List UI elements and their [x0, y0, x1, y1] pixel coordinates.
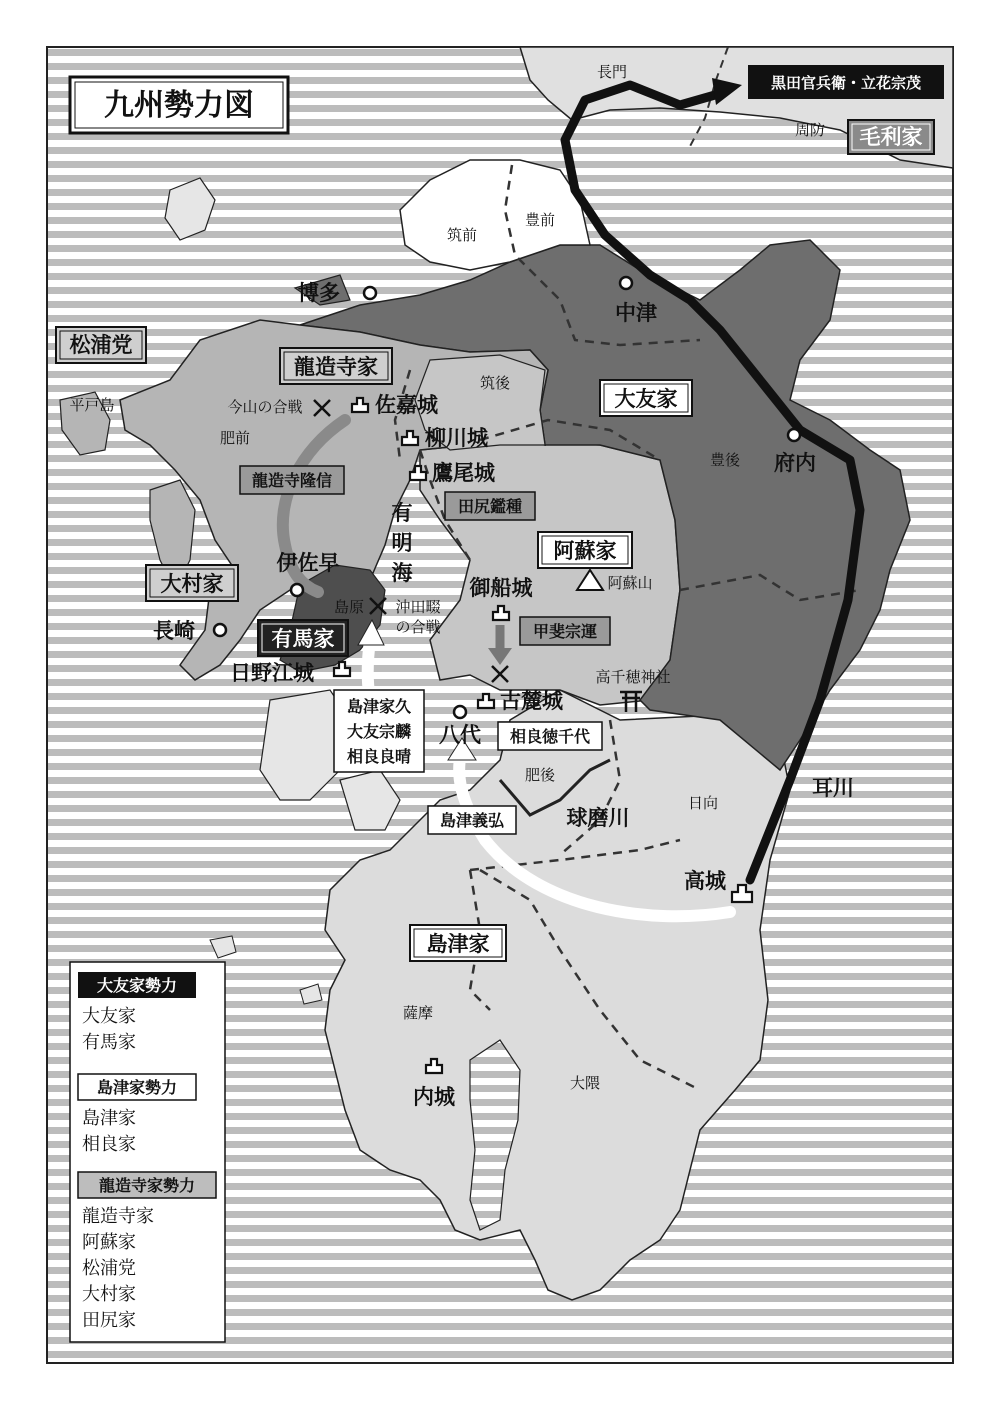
person-takanobu: 龍造寺隆信: [251, 471, 333, 490]
place-yanagawa: 柳川城: [425, 426, 488, 450]
province-chikuzen: 筑前: [446, 226, 478, 244]
place-hinoe: 日野江城: [230, 661, 314, 685]
place-hiradojima: 平戸島: [69, 396, 115, 414]
place-asosan: 阿蘇山: [607, 574, 653, 592]
legend-item: 有馬家: [82, 1032, 136, 1053]
label-kuroda: 黒田官兵衛・立花宗茂: [770, 74, 922, 92]
person-box-shimazu-army: [334, 690, 424, 772]
place-mifune: 御船城: [469, 576, 533, 600]
legend: [70, 962, 225, 1342]
clan-box-aso: [538, 532, 632, 568]
legend-item: 龍造寺家: [82, 1206, 154, 1227]
province-bungo: 豊後: [709, 451, 741, 469]
legend-item: 島津家: [82, 1108, 136, 1129]
legend-heading-ryuzoji: 龍造寺家勢力: [98, 1176, 196, 1195]
clan-label-ryuzoji: 龍造寺家: [294, 355, 378, 379]
legend-item: 大友家: [82, 1006, 136, 1027]
province-hyuga: 日向: [687, 794, 719, 812]
page-title: 九州勢力図: [104, 88, 254, 123]
person-kai: 甲斐宗運: [532, 622, 598, 641]
kuroda-box: [748, 65, 944, 99]
clan-box-arima: [258, 620, 348, 656]
place-takachiho: 高千穂神社: [595, 668, 671, 686]
ariake-sea-char: 明: [391, 531, 413, 555]
place-nakatsu: 中津: [615, 301, 657, 325]
person-yoshiharu: 相良良晴: [346, 747, 412, 766]
clan-box-otomo: [600, 380, 692, 416]
place-hakata: 博多: [298, 281, 340, 305]
person-box-kai: [520, 617, 610, 645]
person-box-tajiri: [445, 492, 535, 520]
mori-box: [848, 120, 934, 154]
place-takajo: 高城: [684, 869, 726, 893]
clan-box-matsura: [56, 327, 146, 363]
place-uchijo: 内城: [413, 1085, 455, 1109]
clan-label-omura: 大村家: [160, 572, 224, 596]
person-sagara-tokuchiyo: 相良徳千代: [509, 727, 591, 746]
place-funai: 府内: [774, 451, 816, 475]
place-mimikawa: 耳川: [812, 776, 854, 800]
battle-okitanawate-1: 沖田畷: [395, 598, 441, 616]
place-kumagawa: 球磨川: [566, 806, 630, 830]
place-isahaya: 伊佐早: [276, 551, 340, 575]
legend-item: 田尻家: [82, 1310, 136, 1331]
ariake-sea-char: 有: [391, 501, 413, 525]
title-box: [70, 77, 288, 133]
label-suo: 周防: [794, 121, 826, 139]
place-nagasaki: 長崎: [153, 619, 195, 643]
clan-label-shimazu: 島津家: [426, 932, 490, 956]
label-mori: 毛利家: [859, 125, 923, 149]
person-box-yoshihiro: [428, 806, 516, 834]
place-shimabara: 島原: [333, 598, 365, 616]
province-osumi: 大隈: [569, 1074, 601, 1092]
ariake-sea-label: [392, 501, 414, 585]
province-higo: 肥後: [524, 766, 556, 784]
person-tajiri: 田尻鑑種: [457, 497, 523, 516]
clan-box-ryuzoji: [280, 348, 392, 384]
province-hizen: 肥前: [219, 429, 251, 447]
province-satsuma: 薩摩: [402, 1004, 434, 1022]
clan-box-shimazu: [410, 925, 506, 961]
legend-item: 松浦党: [82, 1258, 136, 1279]
clan-label-aso: 阿蘇家: [553, 539, 617, 563]
province-chikugo: 筑後: [479, 374, 511, 392]
legend-item: 相良家: [82, 1134, 136, 1155]
clan-label-otomo: 大友家: [614, 387, 678, 411]
battle-imayama: 今山の合戦: [227, 398, 303, 416]
clan-label-arima: 有馬家: [271, 627, 335, 651]
legend-heading-shimazu: 島津家勢力: [96, 1078, 178, 1097]
person-sorin: 大友宗麟: [346, 722, 412, 741]
place-yatsushiro: 八代: [439, 723, 481, 747]
person-iehisa: 島津家久: [346, 697, 412, 716]
place-takao: 鷹尾城: [432, 461, 495, 485]
legend-item: 大村家: [82, 1284, 136, 1305]
legend-heading-otomo: 大友家勢力: [96, 976, 178, 995]
battle-okitanawate-2: の合戦: [395, 618, 441, 636]
place-furufumoto: 古麓城: [500, 689, 563, 713]
legend-item: 阿蘇家: [82, 1232, 136, 1253]
clan-label-matsura: 松浦党: [69, 333, 133, 357]
label-nagato: 長門: [596, 63, 628, 81]
clan-box-omura: [146, 565, 238, 601]
person-box-sagara-tokuchiyo: [498, 722, 602, 750]
province-buzen: 豊前: [524, 211, 556, 229]
place-saga: 佐嘉城: [375, 393, 438, 417]
ariake-sea-char: 海: [391, 561, 413, 585]
person-box-takanobu: [240, 466, 344, 494]
person-yoshihiro: 島津義弘: [439, 811, 505, 830]
